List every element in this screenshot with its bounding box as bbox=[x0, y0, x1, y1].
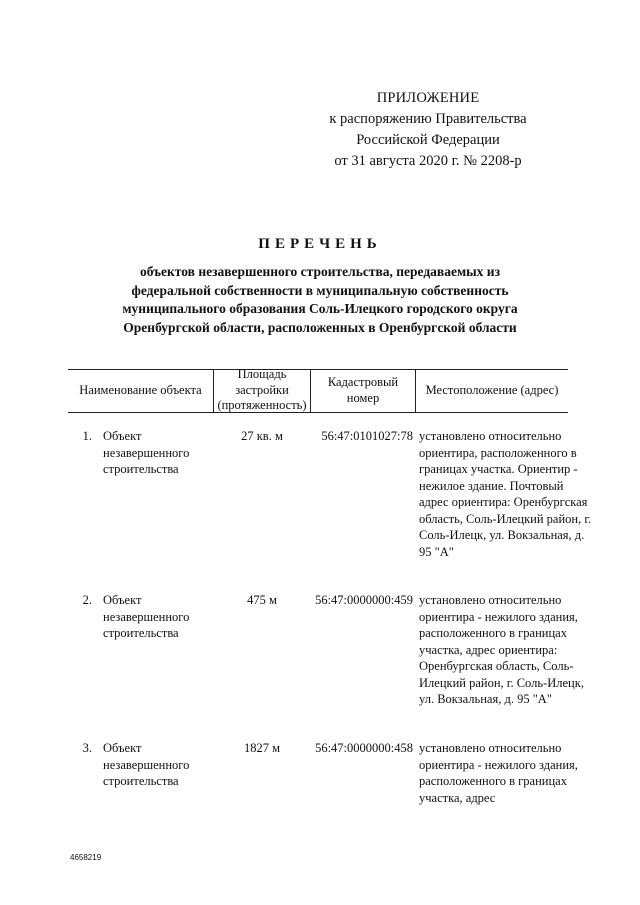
row-3-location: установлено относительно ориентира - нежилого здания, расположенного в границах участка, адрес bbox=[419, 741, 578, 805]
header-name: Наименование объекта bbox=[79, 382, 202, 397]
subtitle-line-3: муниципального образования Соль-Илецкого городского округа bbox=[122, 301, 518, 316]
header-area: Площадь застройки (протяженность) bbox=[217, 367, 307, 413]
appendix-line-2: Российской Федерации bbox=[356, 132, 500, 148]
row-2-number: 2. bbox=[82, 593, 92, 607]
row-2-cadastral: 56:47:0000000:459 bbox=[315, 593, 413, 607]
header-location: Местоположение (адрес) bbox=[425, 382, 559, 397]
row-3-cadastral: 56:47:0000000:458 bbox=[315, 741, 413, 755]
row-2-name: Объект незавершенного строительства bbox=[103, 593, 190, 640]
table-header-bottom-rule bbox=[68, 412, 568, 413]
row-1-name: Объект незавершенного строительства bbox=[103, 429, 190, 476]
appendix-line-3: от 31 августа 2020 г. № 2208-р bbox=[334, 153, 522, 169]
document-code: 4658219 bbox=[70, 853, 102, 862]
row-1-area: 27 кв. м bbox=[241, 429, 283, 443]
row-2-location: установлено относительно ориентира - нежилого здания, расположенного в границах участка, адрес ориентира: Оренбургская область, Соль-Илецкий район, г. Соль-Илецк, ул. Вокзальная, д. 95 "А" bbox=[419, 593, 584, 706]
appendix-line-1: к распоряжению Правительства bbox=[329, 111, 527, 127]
document-subtitle bbox=[70, 263, 570, 337]
row-1-cadastral: 56:47:0101027:78 bbox=[321, 429, 413, 443]
subtitle-line-4: Оренбургской области, расположенных в Оренбургской области bbox=[123, 319, 517, 335]
subtitle-line-2: федеральной собственности в муниципальную собственность bbox=[131, 282, 509, 298]
document-heading: ПЕРЕЧЕНЬ bbox=[258, 236, 382, 252]
appendix-block bbox=[298, 88, 558, 172]
row-3-name: Объект незавершенного строительства bbox=[103, 741, 190, 788]
row-1-location: установлено относительно ориентира, расположенного в границах участка. Ориентир - нежилое здание. Почтовый адрес ориентира: Оренбургская область, Соль-Илецкий район, г. Соль-Илецк, ул. Вокзальная, д. 95 "А" bbox=[419, 429, 592, 559]
row-1-number: 1. bbox=[82, 429, 92, 443]
row-3-number: 3. bbox=[82, 741, 92, 755]
header-cadastral: Кадастровый номер bbox=[327, 375, 399, 405]
appendix-title: ПРИЛОЖЕНИЕ bbox=[376, 90, 480, 106]
row-3-area: 1827 м bbox=[243, 741, 281, 755]
subtitle-line-1: объектов незавершенного строительства, передаваемых из bbox=[139, 264, 501, 279]
row-2-area: 475 м bbox=[247, 593, 277, 607]
